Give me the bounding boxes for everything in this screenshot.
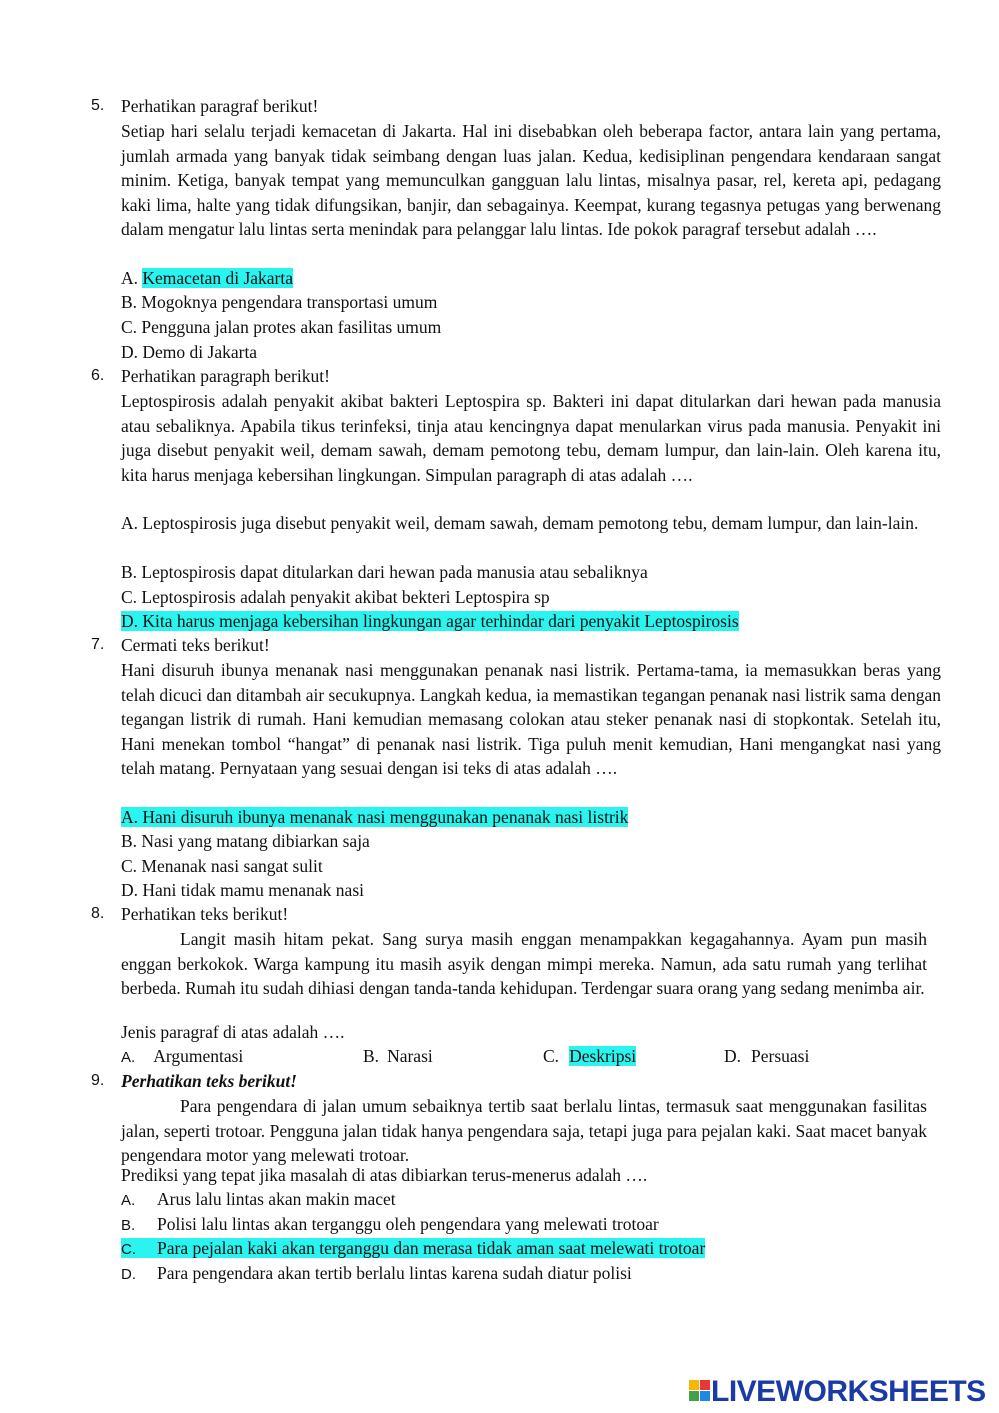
question-number: 8. <box>91 905 105 922</box>
option-letter: A. <box>121 1049 136 1066</box>
option-a[interactable] <box>121 805 628 829</box>
option-letter: D. <box>724 1046 742 1066</box>
option-text-highlighted: D. Kita harus menjaga kebersihan lingkungan agar terhindar dari penyakit Leptospirosis <box>121 611 739 631</box>
option-a[interactable] <box>121 266 293 290</box>
question-title: Perhatikan paragraf berikut! <box>121 96 319 116</box>
option-c[interactable]: C. Leptospirosis adalah penyakit akibat bekteri Leptospira sp <box>121 587 550 607</box>
option-b[interactable]: B. Mogoknya pengendara transportasi umum <box>121 292 438 312</box>
option-b[interactable] <box>121 1212 659 1238</box>
option-text: Persuasi <box>751 1046 810 1066</box>
option-text-highlighted: Deskripsi <box>569 1046 637 1066</box>
option-d[interactable] <box>121 609 739 633</box>
option-c[interactable]: C. Pengguna jalan protes akan fasilitas umum <box>121 317 442 337</box>
option-d[interactable]: D. Demo di Jakarta <box>121 342 258 362</box>
option-c[interactable] <box>121 1236 705 1262</box>
option-b[interactable]: B. Nasi yang matang dibiarkan saja <box>121 831 370 851</box>
question-number: 9. <box>91 1072 105 1089</box>
liveworksheets-logo-icon <box>689 1380 711 1402</box>
question-title: Cermati teks berikut! <box>121 635 270 655</box>
option-letter: B. <box>363 1046 380 1066</box>
option-text: Argumentasi <box>153 1046 244 1066</box>
option-d[interactable] <box>121 1261 632 1287</box>
option-letter: A. <box>121 1192 136 1209</box>
question-paragraph: Leptospirosis adalah penyakit akibat bakteri Leptospira sp. Bakteri ini dapat ditularkan dari hewan pada manusia atau sebaliknya. Apabila tikus terinfeksi, tinja atau kencingnya dapat menularkan virus pada manusia. Penyakit ini juga disebut penyakit weil, demam sawah, demam pemotong tebu, demam lumpur, dan lain-lain. Oleh karena itu, kita harus menjaga kebersihan lingkungan. Simpulan paragraph di atas adalah …. <box>121 391 941 485</box>
option-text-highlighted: A. Hani disuruh ibunya menanak nasi menggunakan penanak nasi listrik <box>121 807 629 827</box>
question-title: Perhatikan paragraph berikut! <box>121 366 330 386</box>
option-text: Para pengendara akan tertib berlalu lintas karena sudah diatur polisi <box>157 1263 632 1283</box>
option-text: Narasi <box>387 1046 433 1066</box>
question-prompt: Jenis paragraf di atas adalah …. <box>121 1022 345 1042</box>
options-row <box>0 1044 999 1070</box>
option-letter: D. <box>121 1266 136 1283</box>
option-letter: C. <box>543 1046 560 1066</box>
question-prompt: Prediksi yang tepat jika masalah di atas dibiarkan terus-menerus adalah …. <box>121 1165 648 1185</box>
option-c[interactable]: C. Menanak nasi sangat sulit <box>121 856 323 876</box>
question-title: Perhatikan teks berikut! <box>121 904 289 924</box>
option-d[interactable] <box>724 1044 809 1068</box>
option-text: Polisi lalu lintas akan terganggu oleh pengendara yang melewati trotoar <box>157 1214 659 1234</box>
question-number: 7. <box>91 636 105 653</box>
option-b[interactable] <box>363 1044 433 1068</box>
question-number: 6. <box>91 367 105 384</box>
question-paragraph: Para pengendara di jalan umum sebaiknya tertib saat berlalu lintas, termasuk saat menggunakan fasilitas jalan, seperti trotoar. Pengguna jalan tidak hanya pengendara saja, tetapi juga para pejalan kaki. Saat macet banyak pengendara motor yang melewati trotoar. <box>121 1096 927 1165</box>
option-a[interactable]: A. Leptospirosis juga disebut penyakit weil, demam sawah, demam pemotong tebu, demam lumpur, dan lain-lain. <box>121 513 919 533</box>
option-prefix: A. <box>121 268 143 288</box>
question-paragraph: Setiap hari selalu terjadi kemacetan di Jakarta. Hal ini disebabkan oleh beberapa factor, antara lain yang pertama, jumlah armada yang banyak tidak seimbang dengan luas jalan. Kedua, kedisiplinan pengendara kendaraan sangat minim. Ketiga, banyak tempat yang memunculkan gangguan lalu lintas, misalnya pasar, rel, kereta api, pedagang kaki lima, halte yang tidak difungsikan, banjir, dan sebagainya. Keempat, kurang tegasnya petugas yang berwenang dalam mengatur lalu lintas serta menindak para pelanggar lalu lintas. Ide pokok paragraf tersebut adalah …. <box>121 121 941 239</box>
option-d[interactable]: D. Hani tidak mamu menanak nasi <box>121 880 364 900</box>
option-letter: C. <box>121 1241 136 1258</box>
option-text-highlighted: Para pejalan kaki akan terganggu dan merasa tidak aman saat melewati trotoar <box>157 1238 706 1258</box>
option-letter: B. <box>121 1217 136 1234</box>
option-text-highlighted: Kemacetan di Jakarta <box>142 268 294 288</box>
question-paragraph: Langit masih hitam pekat. Sang surya masih enggan menampakkan kegagahannya. Ayam pun masih enggan berkokok. Warga kampung itu masih asyik dengan mimpi mereka. Namun, ada satu rumah yang terlihat berbeda. Rumah itu sudah dihiasi dengan tanda-tanda kehidupan. Terdengar suara orang yang sedang menimba air. <box>121 929 927 998</box>
option-text: Arus lalu lintas akan makin macet <box>157 1189 396 1209</box>
question-number: 5. <box>91 97 105 114</box>
option-c[interactable] <box>543 1044 636 1068</box>
option-b[interactable]: B. Leptospirosis dapat ditularkan dari hewan pada manusia atau sebaliknya <box>121 562 648 582</box>
question-title: Perhatikan teks berikut! <box>121 1071 297 1091</box>
question-paragraph: Hani disuruh ibunya menanak nasi menggunakan penanak nasi listrik. Pertama-tama, ia memasukkan beras yang telah dicuci dan ditambah air secukupnya. Langkah kedua, ia memastikan tegangan penanak nasi listrik sama dengan tegangan listrik di rumah. Hani kemudian memasang colokan atau steker penanak nasi di stopkontak. Setelah itu, Hani menekan tombol “hangat” di penanak nasi listrik. Tiga puluh menit kemudian, Hani mengangkat nasi yang telah matang. Pernyataan yang sesuai dengan isi teks di atas adalah …. <box>121 660 941 778</box>
brand-wordmark: LIVEWORKSHEETS <box>711 1375 986 1408</box>
option-a[interactable] <box>121 1044 243 1070</box>
option-a[interactable] <box>121 1187 396 1213</box>
